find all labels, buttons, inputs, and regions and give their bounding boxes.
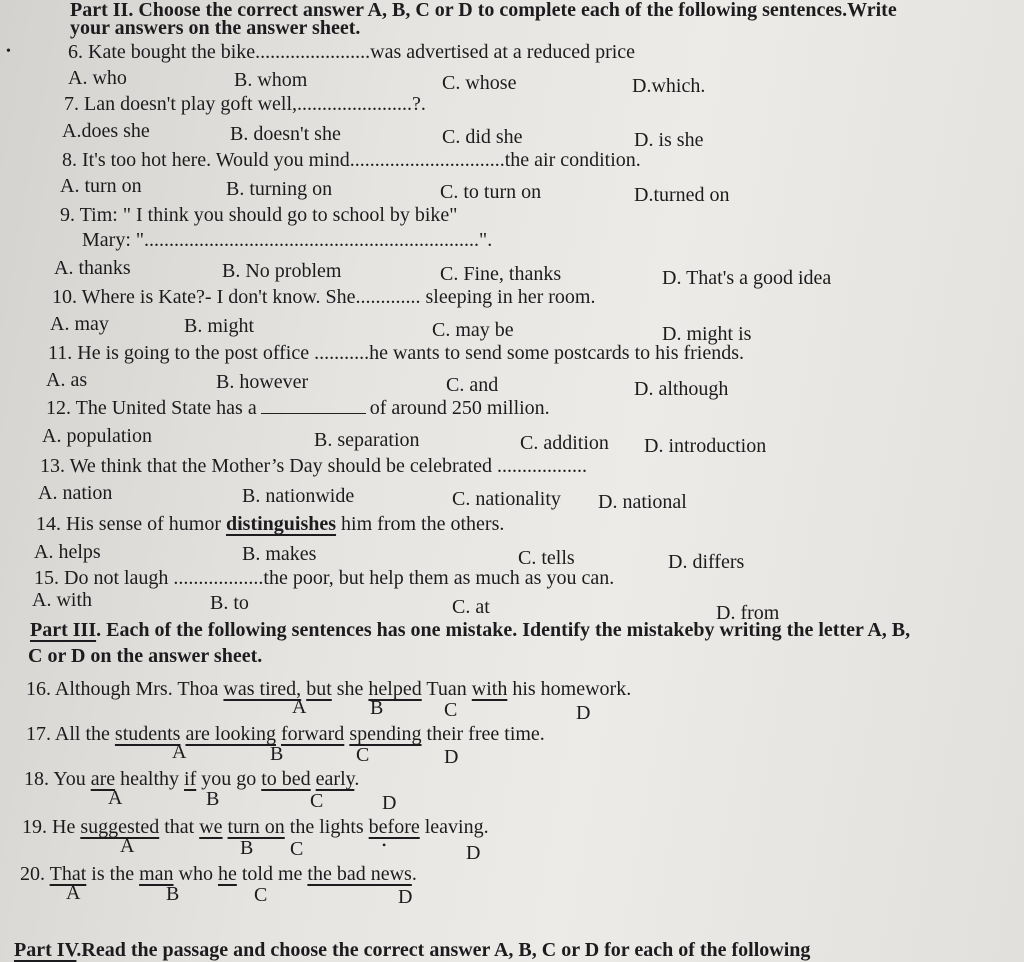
option-14b: B. makes [242, 543, 317, 565]
option-11c: C. and [446, 374, 499, 396]
letter-18d: D [382, 792, 397, 814]
letter-19c: C [290, 838, 304, 860]
option-15a: A. with [32, 589, 92, 611]
part3-heading-line2: C or D on the answer sheet. [28, 645, 263, 667]
margin-mark: • [6, 44, 11, 59]
letter-19a: A [120, 835, 135, 857]
option-14d: D. differs [668, 551, 745, 573]
option-12d: D. introduction [644, 435, 767, 457]
option-10c: C. may be [432, 319, 514, 341]
option-6a: A. who [68, 67, 127, 89]
option-13d: D. national [598, 491, 687, 513]
option-6c: C. whose [442, 72, 517, 94]
question-9: 9. Tim: " I think you should go to school by bike" [60, 204, 458, 226]
question-8: 8. It's too hot here. Would you mind...............................the air condition. [62, 149, 641, 171]
option-12a: A. population [42, 425, 152, 447]
letter-19b: B [240, 837, 254, 859]
question-13: 13. We think that the Mother’s Day should be celebrated .................. [40, 455, 587, 477]
option-12c: C. addition [520, 432, 609, 454]
letter-17a: A [172, 741, 187, 763]
question-9-reply: Mary: "...................................................................". [82, 229, 493, 251]
question-18: 18. You are healthy if you go to bed early. [24, 768, 360, 790]
option-9a: A. thanks [54, 257, 131, 279]
option-7c: C. did she [442, 126, 523, 148]
letter-16d: D [576, 702, 591, 724]
option-8c: C. to turn on [440, 181, 542, 203]
option-15b: B. to [210, 592, 249, 614]
option-13a: A. nation [38, 482, 113, 504]
option-13c: C. nationality [452, 488, 561, 510]
letter-16a: A [292, 696, 307, 718]
question-11: 11. He is going to the post office ...........he wants to send some postcards to his friends. [48, 342, 745, 364]
question-19: 19. He suggested that we turn on the lights before leaving. [22, 816, 489, 838]
part4-heading: Part IV.Read the passage and choose the correct answer A, B, C or D for each of the following [14, 939, 811, 961]
option-15d: D. from [716, 602, 780, 624]
letter-20c: C [254, 884, 268, 906]
option-12b: B. separation [314, 429, 420, 451]
option-10b: B. might [184, 315, 255, 337]
option-11a: A. as [46, 369, 88, 391]
option-7b: B. doesn't she [230, 123, 341, 145]
question-17: 17. All the students are looking forward spending their free time. [26, 723, 545, 745]
letter-17d: D [444, 746, 459, 768]
option-8a: A. turn on [60, 175, 142, 197]
question-6: 6. Kate bought the bike.......................was advertised at a reduced price [68, 41, 636, 63]
option-15c: C. at [452, 596, 490, 618]
option-10d: D. might is [662, 323, 752, 345]
option-10a: A. may [50, 313, 109, 335]
letter-19d: D [466, 842, 481, 864]
option-14c: C. tells [518, 547, 575, 569]
letter-20a: A [66, 882, 81, 904]
letter-20b: B [166, 883, 180, 905]
letter-16b: B [370, 697, 384, 719]
option-8b: B. turning on [226, 178, 333, 200]
option-6b: B. whom [234, 69, 308, 91]
question-12: 12. The United State has a of around 250 million. [46, 397, 550, 419]
option-14a: A. helps [34, 541, 101, 563]
question-16: 16. Although Mrs. Thoa was tired, but she helped Tuan with his homework. [26, 678, 632, 700]
stray-dot: • [382, 838, 387, 852]
question-15: 15. Do not laugh ..................the poor, but help them as much as you can. [34, 567, 615, 589]
question-14: 14. His sense of humor distinguishes him from the others. [36, 513, 505, 535]
option-9c: C. Fine, thanks [440, 263, 562, 285]
letter-18b: B [206, 788, 220, 810]
option-11d: D. although [634, 378, 729, 400]
keyword-distinguishes: distinguishes [225, 513, 337, 535]
letter-17b: B [270, 743, 284, 765]
option-7d: D. is she [634, 129, 704, 151]
part2-instruction-line2: your answers on the answer sheet. [70, 17, 361, 39]
option-9b: B. No problem [222, 260, 342, 282]
question-7: 7. Lan doesn't play goft well,.......................?. [64, 93, 426, 115]
option-8d: D.turned on [634, 184, 730, 206]
letter-16c: C [444, 699, 458, 721]
option-6d: D.which. [632, 75, 706, 97]
letter-18c: C [310, 790, 324, 812]
part3-heading: Part III. Each of the following sentences has one mistake. Identify the mistakeby writing the letter A, B, [30, 619, 911, 641]
part2-instruction-line1: Part II. Choose the correct answer A, B, C or D to complete each of the following sentences.Write [70, 0, 897, 21]
answer-blank [261, 413, 366, 414]
option-7a: A.does she [62, 120, 150, 142]
question-10: 10. Where is Kate?- I don't know. She............. sleeping in her room. [52, 286, 596, 308]
option-13b: B. nationwide [242, 485, 355, 507]
option-11b: B. however [216, 371, 309, 393]
letter-18a: A [108, 787, 123, 809]
option-9d: D. That's a good idea [662, 267, 832, 289]
question-20: 20. That is the man who he told me the bad news. [20, 863, 417, 885]
letter-20d: D [398, 886, 413, 908]
letter-17c: C [356, 744, 370, 766]
